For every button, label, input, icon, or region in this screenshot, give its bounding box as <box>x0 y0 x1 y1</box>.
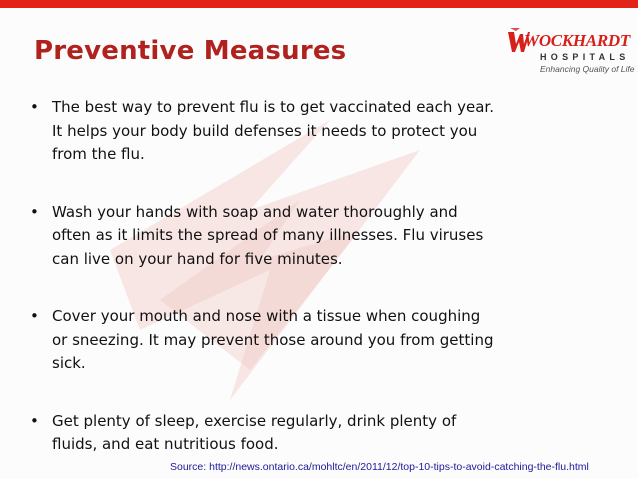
slide-title: Preventive Measures <box>34 36 347 66</box>
bullet-dot: • <box>30 202 39 221</box>
wockhardt-logo <box>506 24 635 80</box>
bullet-item <box>30 305 500 376</box>
logo-brand-text: WOCKHARDT <box>524 31 630 50</box>
bullet-item <box>30 201 500 272</box>
bullet-text: Get plenty of sleep, exercise regularly, drink plenty of fluids, and eat nutritious food. <box>52 411 457 453</box>
bullet-dot: • <box>30 98 39 116</box>
logo-sub-text: HOSPITALS <box>540 52 630 62</box>
bullet-item <box>30 96 500 167</box>
top-accent-bar <box>0 0 638 8</box>
logo-tagline: Enhancing Quality of Life <box>540 64 635 74</box>
bullet-item <box>30 410 500 457</box>
bullet-dot: • <box>30 411 39 430</box>
bullet-text: Cover your mouth and nose with a tissue when coughing or sneezing. It may prevent those around you from getting sick. <box>52 307 494 372</box>
source-citation: Source: http://news.ontario.ca/mohltc/en/2011/12/top-10-tips-to-avoid-catching-the-flu.html <box>170 461 589 473</box>
bullet-dot: • <box>30 307 39 325</box>
bullet-text: The best way to prevent flu is to get vaccinated each year. It helps your body build defenses it needs to protect you from the flu. <box>52 98 494 163</box>
bullet-list <box>30 96 500 479</box>
bullet-text: Wash your hands with soap and water thoroughly and often as it limits the spread of many illnesses. Flu viruses can live on your hand for five minutes. <box>52 202 484 268</box>
